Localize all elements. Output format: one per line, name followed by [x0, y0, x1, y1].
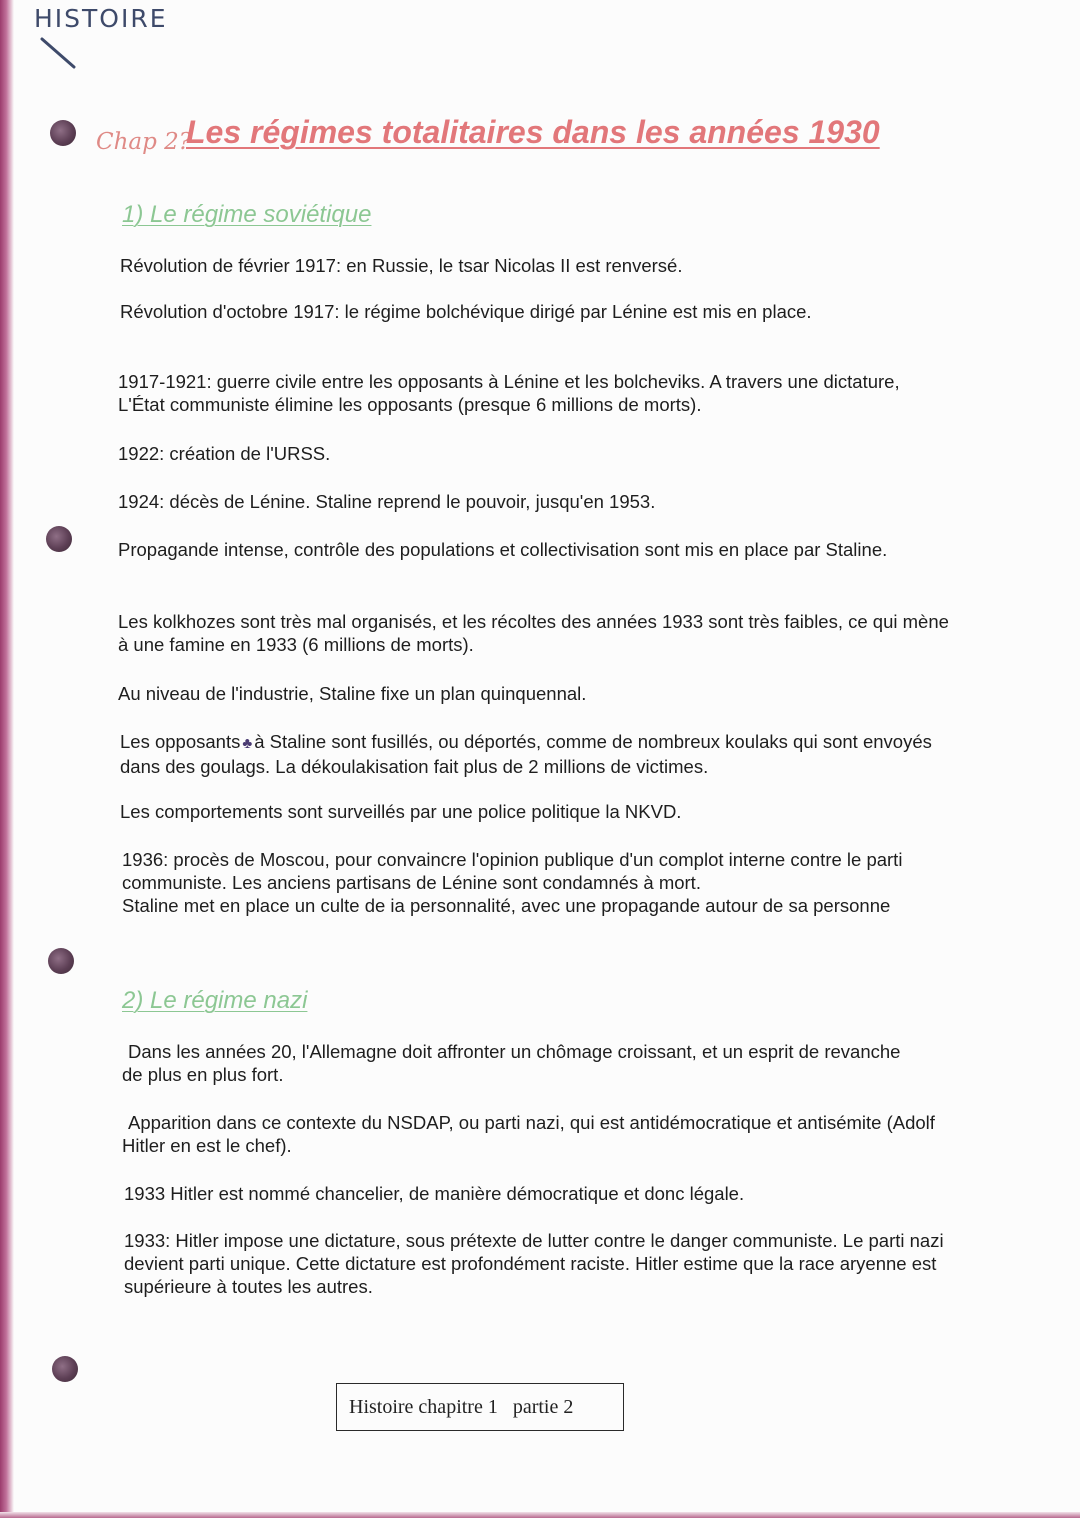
binder-hole-1 — [50, 120, 76, 146]
paragraph-part: Les opposants — [120, 731, 241, 752]
paragraph: 1917-1921: guerre civile entre les opposants à Lénine et les bolcheviks. A travers une dictature, L'État communiste élimine les opposants (presque 6 millions de morts). — [118, 371, 900, 415]
binder-hole-4 — [52, 1356, 78, 1382]
paragraph: Les comportements sont surveillés par une police politique la NKVD. — [120, 801, 682, 822]
paragraph: Révolution de février 1917: en Russie, le tsar Nicolas II est renversé. — [120, 255, 683, 276]
paragraph: Staline met en place un culte de ia personnalité, avec une propagande autour de sa personne — [122, 895, 891, 916]
page-left-edge — [0, 0, 14, 1518]
paragraph: Au niveau de l'industrie, Staline fixe un plan quinquennal. — [118, 683, 587, 704]
binder-hole-2 — [46, 526, 72, 552]
section-title-soviet: 1) Le régime soviétique — [122, 201, 372, 228]
footer-label-box: Histoire chapitre 1 partie 2 — [336, 1383, 624, 1431]
paragraph: 1924: décès de Lénine. Staline reprend le pouvoir, jusqu'en 1953. — [118, 491, 656, 512]
pen-stroke-mark — [38, 36, 78, 70]
paragraph-with-mark — [120, 730, 950, 778]
binder-hole-3 — [48, 948, 74, 974]
ink-blot-icon: ♣ — [242, 735, 253, 752]
page-bottom-edge — [0, 1512, 1080, 1518]
subject-heading: HISTOIRE — [34, 4, 168, 33]
paragraph: 1933: Hitler impose une dictature, sous prétexte de lutter contre le danger communiste. Le parti nazi devient parti unique. Cette dictature est profondément raciste. Hitler estime que la race aryenne est supérieure à toutes les autres. — [124, 1230, 944, 1297]
chapter-prefix: Chap 2? — [96, 129, 192, 155]
paragraph: Révolution d'octobre 1917: le régime bolchévique dirigé par Lénine est mis en place. — [120, 301, 812, 322]
paragraph: 1933 Hitler est nommé chancelier, de manière démocratique et donc légale. — [124, 1183, 745, 1204]
paragraph: 1936: procès de Moscou, pour convaincre l'opinion publique d'un complot interne contre le parti communiste. Les anciens partisans de Lénine sont condamnés à mort. — [122, 849, 903, 893]
paragraph: 1922: création de l'URSS. — [118, 443, 331, 464]
paragraph: Apparition dans ce contexte du NSDAP, ou parti nazi, qui est antidémocratique et antisémite (Adolf Hitler en est le chef). — [122, 1112, 935, 1156]
section-title-nazi: 2) Le régime nazi — [122, 987, 308, 1014]
paragraph: Propagande intense, contrôle des populations et collectivisation sont mis en place par Staline. — [118, 539, 888, 560]
paragraph-part: à Staline sont fusillés, ou déportés, comme de nombreux koulaks qui sont envoyés dans des goulags. La dékoulakisation fait plus de 2 millions de victimes. — [120, 731, 932, 777]
paragraph: Les kolkhozes sont très mal organisés, et les récoltes des années 1933 sont très faibles, ce qui mène à une famine en 1933 (6 millions de morts). — [118, 611, 949, 655]
page-title: Les régimes totalitaires dans les années 1930 — [186, 114, 880, 150]
paragraph: Dans les années 20, l'Allemagne doit affronter un chômage croissant, et un esprit de revanche de plus en plus fort. — [122, 1041, 901, 1085]
